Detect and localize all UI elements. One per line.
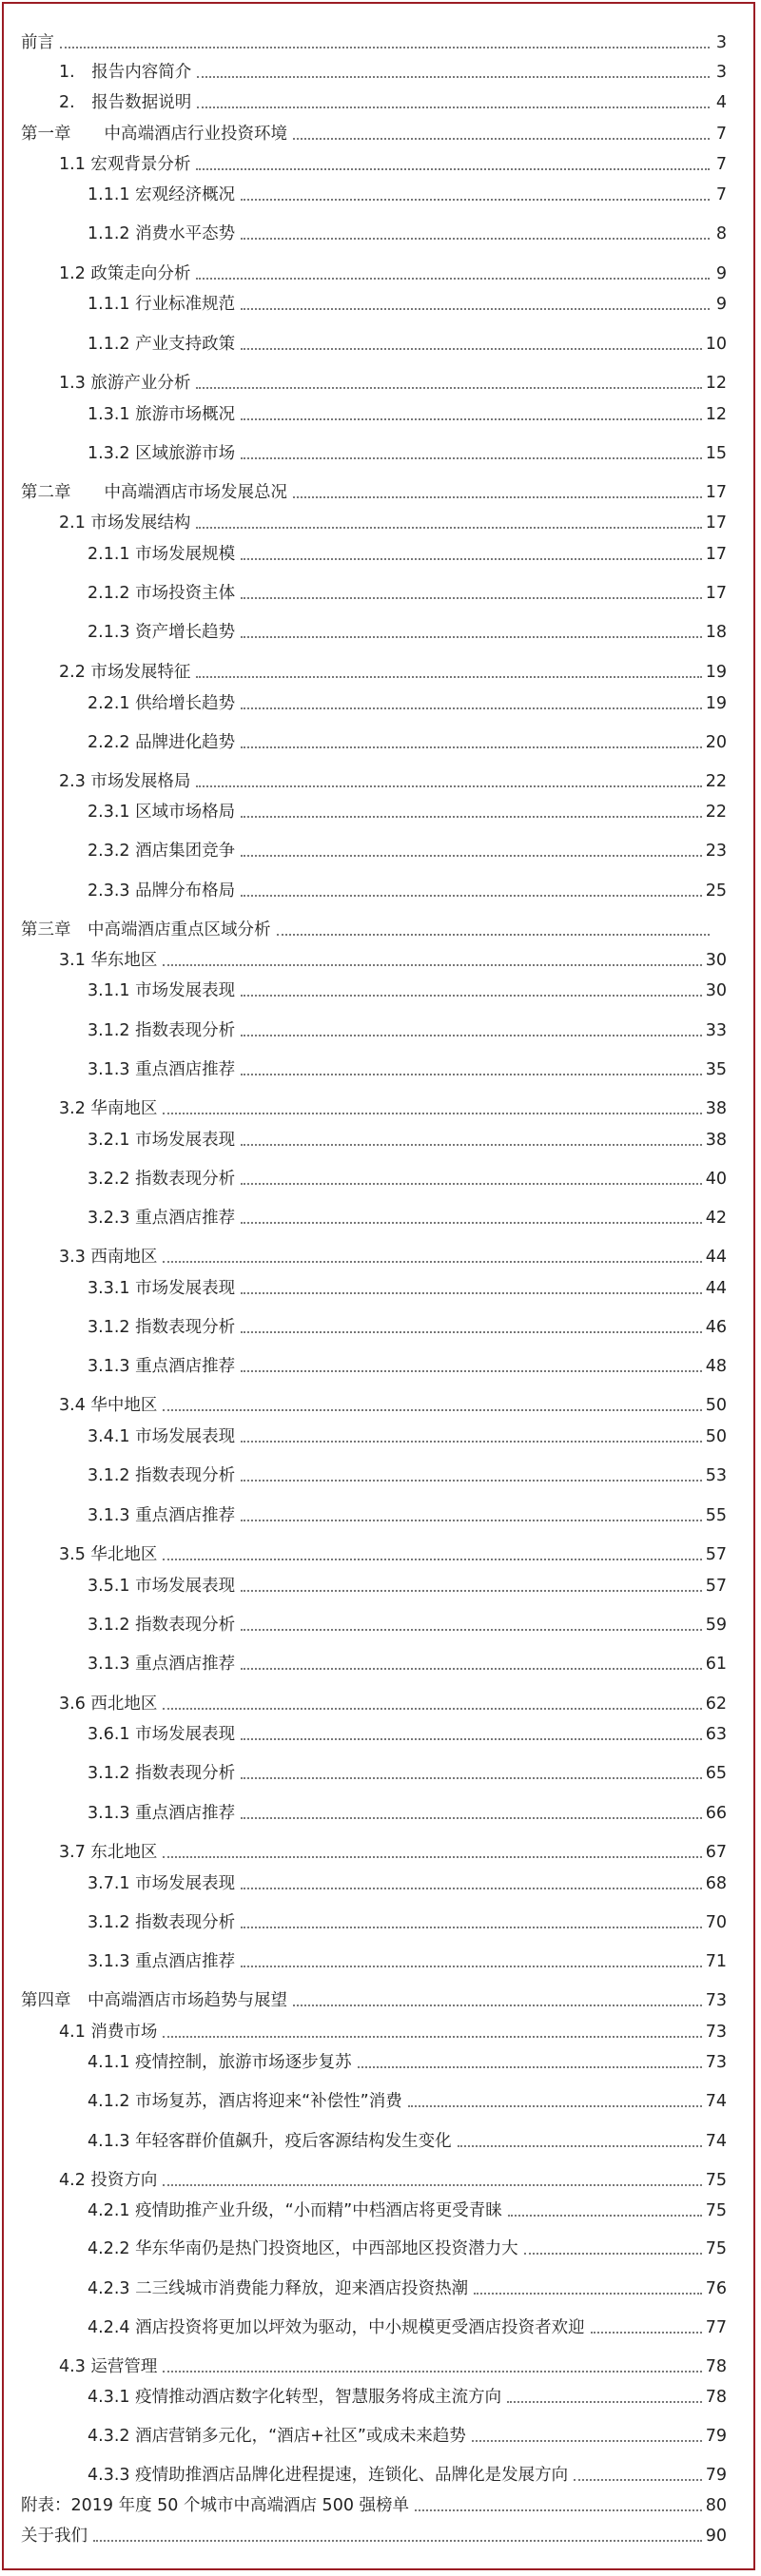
toc-entry-page: 30 <box>705 951 727 970</box>
toc-entry[interactable] <box>88 1419 727 1447</box>
toc-dot-leader <box>241 1480 702 1482</box>
toc-dot-leader <box>241 238 710 240</box>
toc-entry[interactable] <box>88 2418 727 2447</box>
toc-dot-leader <box>241 1629 702 1631</box>
toc-entry-page: 35 <box>705 1060 727 1079</box>
toc-dot-leader <box>241 1777 702 1779</box>
toc-dot-leader <box>591 2332 702 2334</box>
toc-dot-leader <box>241 816 702 818</box>
toc-dot-leader <box>277 934 711 936</box>
toc-entry-page: 30 <box>705 981 727 1000</box>
toc-dot-leader <box>241 707 702 709</box>
toc-dot-leader <box>163 2036 701 2038</box>
toc-entry-page: 65 <box>705 1764 727 1783</box>
toc-entry[interactable] <box>21 912 727 940</box>
toc-entry[interactable] <box>88 1866 727 1894</box>
toc-entry-page: 12 <box>705 374 727 393</box>
toc-dot-leader <box>163 1113 701 1114</box>
toc-entry-page: 17 <box>705 483 727 502</box>
toc-entry-page: 9 <box>715 295 727 314</box>
toc-entry-title: 3.1.2 指数表现分析 <box>88 1021 236 1040</box>
toc-entry[interactable] <box>88 216 727 244</box>
toc-entry[interactable] <box>59 1537 727 1565</box>
toc-entry[interactable] <box>88 1716 727 1745</box>
toc-dot-leader <box>241 1590 702 1592</box>
toc-entry[interactable] <box>59 146 727 175</box>
toc-entry-page: 57 <box>705 1577 727 1596</box>
toc-entry[interactable] <box>59 54 727 83</box>
page-border <box>2 2 755 2570</box>
toc-entry-page: 4 <box>715 93 727 112</box>
toc-entry[interactable] <box>21 475 727 503</box>
toc-entry-title: 1.2 政策走向分析 <box>59 264 191 283</box>
toc-dot-leader <box>508 2215 702 2217</box>
toc-entry-page: 19 <box>705 663 727 682</box>
toc-dot-leader <box>415 2509 702 2511</box>
toc-entry[interactable] <box>59 256 727 284</box>
toc-dot-leader <box>241 1927 702 1928</box>
toc-entry[interactable] <box>59 2162 727 2191</box>
toc-entry[interactable] <box>59 1239 727 1268</box>
toc-entry-title: 3.1.3 重点酒店推荐 <box>88 1060 236 1079</box>
toc-entry[interactable] <box>88 1161 727 1190</box>
toc-dot-leader <box>196 676 701 678</box>
toc-dot-leader <box>163 2184 701 2186</box>
toc-entry[interactable] <box>59 942 727 971</box>
toc-entry-page: 70 <box>705 1913 727 1932</box>
toc-dot-leader <box>241 1817 702 1819</box>
toc-entry-title: 1.1.1 宏观经济概况 <box>88 185 236 204</box>
toc-dot-leader <box>196 527 701 529</box>
toc-entry-title: 2.3.1 区域市场格局 <box>88 803 236 822</box>
toc-dot-leader <box>293 496 702 498</box>
toc-entry-title: 2.1 市场发展结构 <box>59 513 191 533</box>
toc-entry-title: 4.3.1 疫情推动酒店数字化转型，智慧服务将成主流方向 <box>88 2388 502 2407</box>
toc-entry-page: 42 <box>705 1209 727 1228</box>
toc-entry-title: 3.1.3 重点酒店推荐 <box>88 1506 236 1525</box>
toc-dot-leader <box>197 76 710 78</box>
toc-entry-page: 48 <box>705 1357 727 1376</box>
toc-entry[interactable] <box>88 326 727 355</box>
toc-entry[interactable] <box>59 2349 727 2377</box>
table-of-contents <box>4 4 753 2568</box>
toc-entry-page: 38 <box>705 1099 727 1118</box>
toc-entry[interactable] <box>88 1013 727 1041</box>
toc-entry[interactable] <box>88 286 727 315</box>
toc-entry-page: 57 <box>705 1545 727 1564</box>
toc-entry[interactable] <box>88 1905 727 1933</box>
toc-entry[interactable] <box>21 2488 727 2516</box>
toc-entry-title: 4.3.2 酒店营销多元化，“酒店+社区”或成未来趋势 <box>88 2427 466 2446</box>
toc-entry-page: 50 <box>705 1396 727 1415</box>
toc-entry[interactable] <box>59 365 727 394</box>
toc-entry-title: 关于我们 <box>21 2527 88 2546</box>
toc-entry-page: 79 <box>705 2427 727 2446</box>
toc-entry-title: 第四章 中高端酒店市场趋势与展望 <box>21 1991 287 2010</box>
toc-entry[interactable] <box>88 575 727 604</box>
toc-entry[interactable] <box>59 764 727 792</box>
toc-entry-page: 78 <box>705 2388 727 2407</box>
toc-entry-title: 1. 报告内容简介 <box>59 63 192 82</box>
toc-entry-title: 2. 报告数据说明 <box>59 93 192 112</box>
toc-entry-page: 73 <box>705 1991 727 2010</box>
toc-entry-title: 3.1.3 重点酒店推荐 <box>88 1804 236 1823</box>
toc-entry-page: 68 <box>705 1874 727 1893</box>
toc-entry[interactable] <box>88 686 727 714</box>
toc-dot-leader <box>241 1074 702 1075</box>
toc-entry-title: 3.7 东北地区 <box>59 1843 158 1862</box>
toc-dot-leader <box>241 1183 702 1185</box>
toc-entry-title: 1.1 宏观背景分析 <box>59 155 191 174</box>
toc-dot-leader <box>241 1331 702 1333</box>
toc-dot-leader <box>241 597 702 599</box>
toc-entry-title: 3.1.3 重点酒店推荐 <box>88 1655 236 1674</box>
toc-dot-leader <box>241 995 702 997</box>
toc-entry-title: 4.1.3 年轻客群价值飙升，疫后客源结构发生变化 <box>88 2132 452 2151</box>
toc-entry-title: 3.5.1 市场发展表现 <box>88 1577 236 1596</box>
toc-entry[interactable] <box>59 505 727 533</box>
toc-entry[interactable] <box>88 397 727 425</box>
toc-dot-leader <box>241 308 710 310</box>
toc-entry-page: 7 <box>715 155 727 174</box>
toc-entry-page: 19 <box>705 694 727 713</box>
toc-dot-leader <box>241 348 702 350</box>
toc-entry-page: 63 <box>705 1725 727 1744</box>
toc-entry-page: 10 <box>705 335 727 354</box>
toc-entry-title: 2.2 市场发展特征 <box>59 663 191 682</box>
toc-entry-title: 2.3.2 酒店集团竞争 <box>88 842 236 861</box>
toc-dot-leader <box>93 2540 702 2542</box>
toc-entry-page: 3 <box>715 33 727 52</box>
toc-entry-page: 40 <box>705 1170 727 1189</box>
toc-entry-title: 3.2.3 重点酒店推荐 <box>88 1209 236 1228</box>
toc-entry-page: 78 <box>705 2357 727 2376</box>
toc-dot-leader <box>60 47 710 48</box>
toc-entry-page: 17 <box>705 584 727 603</box>
toc-entry-title: 3.1.3 重点酒店推荐 <box>88 1357 236 1376</box>
toc-entry[interactable] <box>88 1458 727 1486</box>
toc-entry-title: 3.5 华北地区 <box>59 1545 158 1564</box>
toc-entry-page: 44 <box>705 1248 727 1267</box>
toc-entry-page: 9 <box>715 264 727 283</box>
toc-entry[interactable] <box>88 1568 727 1597</box>
toc-entry[interactable] <box>88 833 727 862</box>
toc-dot-leader <box>507 2401 702 2403</box>
toc-entry-page: 25 <box>705 881 727 901</box>
toc-dot-leader <box>408 2105 702 2107</box>
toc-entry[interactable] <box>88 1200 727 1229</box>
toc-entry-title: 3.1.2 指数表现分析 <box>88 1466 236 1485</box>
toc-dot-leader <box>524 2253 702 2255</box>
toc-dot-leader <box>196 785 701 787</box>
toc-dot-leader <box>241 1370 702 1372</box>
toc-entry-page: 18 <box>705 623 727 642</box>
toc-entry[interactable] <box>21 1983 727 2011</box>
toc-entry-title: 1.1.2 产业支持政策 <box>88 335 236 354</box>
toc-entry-title: 4.2.2 华东华南仍是热门投资地区，中西部地区投资潜力大 <box>88 2239 518 2258</box>
toc-entry-page: 3 <box>715 63 727 82</box>
toc-dot-leader <box>241 1144 702 1146</box>
toc-entry-title: 3.2.1 市场发展表现 <box>88 1131 236 1150</box>
toc-entry[interactable] <box>88 1348 727 1377</box>
toc-entry-page: 77 <box>705 2318 727 2337</box>
toc-entry[interactable] <box>59 1387 727 1416</box>
toc-dot-leader <box>293 138 710 140</box>
toc-entry[interactable] <box>88 1122 727 1151</box>
toc-dot-leader <box>241 457 702 459</box>
toc-entry-title: 2.1.3 资产增长趋势 <box>88 623 236 642</box>
toc-entry-page: 61 <box>705 1655 727 1674</box>
toc-entry-page: 74 <box>705 2132 727 2151</box>
toc-entry-page: 23 <box>705 842 727 861</box>
toc-dot-leader <box>241 1668 702 1670</box>
toc-entry-title: 3.2.2 指数表现分析 <box>88 1170 236 1189</box>
toc-entry-title: 3.6 西北地区 <box>59 1695 158 1714</box>
toc-entry-page: 33 <box>705 1021 727 1040</box>
toc-dot-leader <box>241 1035 702 1036</box>
toc-entry[interactable] <box>88 1607 727 1636</box>
toc-dot-leader <box>241 199 710 201</box>
toc-dot-leader <box>241 1441 702 1443</box>
toc-entry-title: 4.3.3 疫情助推酒店品牌化进程提速，连锁化、品牌化是发展方向 <box>88 2466 569 2485</box>
toc-entry[interactable] <box>88 2083 727 2112</box>
toc-entry-title: 3.4.1 市场发展表现 <box>88 1427 236 1446</box>
toc-entry-title: 前言 <box>21 33 54 52</box>
toc-dot-leader <box>474 2293 702 2295</box>
toc-entry-page: 22 <box>705 772 727 791</box>
toc-entry-title: 4.2 投资方向 <box>59 2171 158 2190</box>
toc-entry[interactable] <box>88 1646 727 1675</box>
toc-entry-title: 3.1.2 指数表现分析 <box>88 1616 236 1635</box>
toc-entry[interactable] <box>88 2123 727 2152</box>
toc-dot-leader <box>458 2145 702 2147</box>
toc-entry-title: 3.4 华中地区 <box>59 1396 158 1415</box>
toc-entry-page: 7 <box>715 125 727 144</box>
toc-entry[interactable] <box>21 2518 727 2547</box>
toc-dot-leader <box>241 855 702 857</box>
toc-entry[interactable] <box>88 1795 727 1824</box>
toc-entry-page: 66 <box>705 1804 727 1823</box>
toc-dot-leader <box>241 418 702 420</box>
toc-dot-leader <box>241 746 702 748</box>
toc-entry-title: 4.1.1 疫情控制，旅游市场逐步复苏 <box>88 2053 352 2072</box>
toc-entry-title: 3.3 西南地区 <box>59 1248 158 1267</box>
toc-entry[interactable] <box>21 25 727 53</box>
toc-entry[interactable] <box>88 873 727 901</box>
toc-entry[interactable] <box>88 1309 727 1338</box>
toc-entry-page: 71 <box>705 1952 727 1971</box>
toc-entry-page: 73 <box>705 2053 727 2072</box>
toc-entry[interactable] <box>59 1091 727 1119</box>
toc-dot-leader <box>241 1738 702 1740</box>
toc-dot-leader <box>163 964 701 966</box>
toc-entry-title: 2.2.2 品牌进化趋势 <box>88 733 236 752</box>
toc-entry-title: 3.1.2 指数表现分析 <box>88 1764 236 1783</box>
toc-entry-title: 4.2.4 酒店投资将更加以坪效为驱动，中小规模更受酒店投资者欢迎 <box>88 2318 585 2337</box>
toc-dot-leader <box>163 1261 701 1263</box>
toc-dot-leader <box>163 1708 701 1710</box>
toc-entry-page: 8 <box>715 224 727 243</box>
toc-entry[interactable] <box>88 1755 727 1784</box>
toc-entry-title: 3.7.1 市场发展表现 <box>88 1874 236 1893</box>
toc-dot-leader <box>241 1222 702 1224</box>
toc-entry-page: 53 <box>705 1466 727 1485</box>
toc-entry-title: 3.1.3 重点酒店推荐 <box>88 1952 236 1971</box>
toc-entry-title: 3.1.2 指数表现分析 <box>88 1913 236 1932</box>
toc-dot-leader <box>163 2371 701 2373</box>
toc-entry-page: 17 <box>705 545 727 564</box>
toc-entry-page: 75 <box>705 2201 727 2220</box>
toc-entry[interactable] <box>88 1270 727 1299</box>
toc-entry-title: 3.3.1 市场发展表现 <box>88 1279 236 1298</box>
toc-entry-page: 44 <box>705 1279 727 1298</box>
toc-entry-page: 15 <box>705 444 727 463</box>
toc-entry-title: 1.1.2 消费水平态势 <box>88 224 236 243</box>
toc-dot-leader <box>163 1856 701 1858</box>
toc-dot-leader <box>241 1292 702 1294</box>
toc-entry-title: 3.1.1 市场发展表现 <box>88 981 236 1000</box>
toc-entry[interactable] <box>88 2271 727 2299</box>
toc-entry[interactable] <box>88 794 727 823</box>
toc-entry[interactable] <box>88 436 727 464</box>
toc-entry[interactable] <box>88 177 727 205</box>
toc-entry-page: 59 <box>705 1616 727 1635</box>
toc-entry-page: 73 <box>705 2023 727 2042</box>
toc-entry[interactable] <box>88 973 727 1001</box>
toc-entry-page: 50 <box>705 1427 727 1446</box>
toc-dot-leader <box>241 558 702 560</box>
toc-entry[interactable] <box>88 2310 727 2338</box>
toc-entry[interactable] <box>21 116 727 145</box>
toc-entry-title: 1.3 旅游产业分析 <box>59 374 191 393</box>
toc-entry-page: 74 <box>705 2092 727 2111</box>
toc-entry-page: 20 <box>705 733 727 752</box>
toc-entry-page: 46 <box>705 1318 727 1337</box>
toc-entry-page: 90 <box>705 2527 727 2546</box>
toc-entry-page: 7 <box>715 185 727 204</box>
toc-entry-title: 第三章 中高端酒店重点区域分析 <box>21 920 271 939</box>
toc-entry-title: 4.1 消费市场 <box>59 2023 158 2042</box>
toc-entry[interactable] <box>59 654 727 683</box>
toc-entry[interactable] <box>88 2231 727 2259</box>
toc-entry-page: 67 <box>705 1843 727 1862</box>
toc-entry[interactable] <box>59 1686 727 1714</box>
toc-entry-title: 1.3.2 区域旅游市场 <box>88 444 236 463</box>
toc-entry-title: 3.1.2 指数表现分析 <box>88 1318 236 1337</box>
toc-entry-title: 附表：2019 年度 50 个城市中高端酒店 500 强榜单 <box>21 2496 410 2515</box>
toc-entry-page: 75 <box>705 2171 727 2190</box>
toc-entry-page: 79 <box>705 2466 727 2485</box>
toc-dot-leader <box>293 2005 702 2006</box>
toc-entry-page: 17 <box>705 513 727 533</box>
toc-entry-page: 55 <box>705 1506 727 1525</box>
toc-dot-leader <box>196 278 710 280</box>
toc-entry[interactable] <box>88 536 727 565</box>
toc-entry-title: 1.3.1 旅游市场概况 <box>88 405 236 424</box>
toc-entry[interactable] <box>59 85 727 113</box>
toc-dot-leader <box>197 107 710 108</box>
toc-entry-title: 4.2.1 疫情助推产业升级，“小而精”中档酒店将更受青睐 <box>88 2201 502 2220</box>
toc-entry[interactable] <box>88 2379 727 2408</box>
toc-entry-page: 75 <box>705 2239 727 2258</box>
toc-entry-title: 1.1.1 行业标准规范 <box>88 295 236 314</box>
toc-dot-leader <box>241 1520 702 1521</box>
toc-dot-leader <box>241 636 702 638</box>
toc-entry-title: 4.2.3 二三线城市消费能力释放，迎来酒店投资热潮 <box>88 2279 469 2298</box>
toc-entry-page: 12 <box>705 405 727 424</box>
toc-dot-leader <box>358 2066 702 2068</box>
toc-entry[interactable] <box>88 1052 727 1080</box>
toc-entry-page: 22 <box>705 803 727 822</box>
toc-entry[interactable] <box>59 2014 727 2043</box>
toc-entry-page: 80 <box>705 2496 727 2515</box>
toc-entry-title: 4.3 运营管理 <box>59 2357 158 2376</box>
toc-dot-leader <box>241 1888 702 1889</box>
toc-entry-title: 4.1.2 市场复苏，酒店将迎来“补偿性”消费 <box>88 2092 402 2111</box>
toc-entry[interactable] <box>88 2044 727 2073</box>
toc-dot-leader <box>196 387 701 389</box>
toc-entry-title: 2.3.3 品牌分布格局 <box>88 881 236 901</box>
toc-entry-title: 2.1.1 市场发展规模 <box>88 545 236 564</box>
toc-entry-page: 76 <box>705 2279 727 2298</box>
toc-entry-title: 2.2.1 供给增长趋势 <box>88 694 236 713</box>
toc-entry-title: 3.2 华南地区 <box>59 1099 158 1118</box>
toc-entry[interactable] <box>88 1498 727 1526</box>
toc-entry[interactable] <box>88 2457 727 2486</box>
toc-entry-title: 2.3 市场发展格局 <box>59 772 191 791</box>
toc-entry-page: 38 <box>705 1131 727 1150</box>
toc-entry[interactable] <box>59 1834 727 1863</box>
toc-entry-title: 第二章 中高端酒店市场发展总况 <box>21 483 287 502</box>
toc-entry-page: 62 <box>705 1695 727 1714</box>
toc-dot-leader <box>241 895 702 897</box>
toc-entry-title: 第一章 中高端酒店行业投资环境 <box>21 125 287 144</box>
toc-entry[interactable] <box>88 614 727 643</box>
toc-dot-leader <box>196 168 710 170</box>
toc-dot-leader <box>472 2440 702 2442</box>
toc-dot-leader <box>574 2479 702 2481</box>
toc-dot-leader <box>163 1409 701 1411</box>
toc-entry[interactable] <box>88 725 727 753</box>
toc-dot-leader <box>163 1559 701 1560</box>
toc-entry-title: 2.1.2 市场投资主体 <box>88 584 236 603</box>
toc-entry[interactable] <box>88 2193 727 2221</box>
toc-entry-title: 3.6.1 市场发展表现 <box>88 1725 236 1744</box>
toc-entry-title: 3.1 华东地区 <box>59 951 158 970</box>
toc-dot-leader <box>241 1966 702 1967</box>
toc-entry[interactable] <box>88 1944 727 1972</box>
